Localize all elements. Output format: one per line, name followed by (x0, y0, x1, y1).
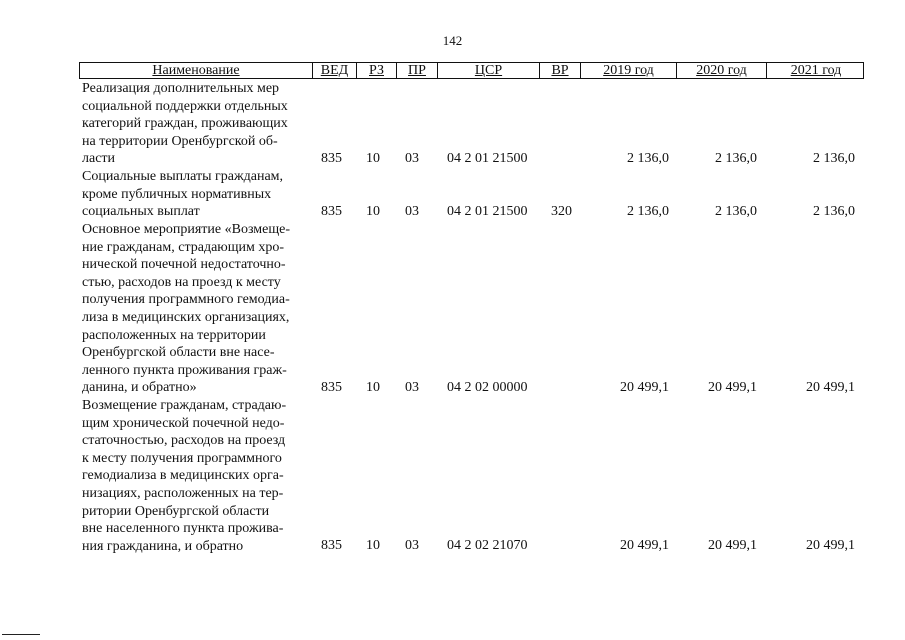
cell-2019: 2 136,0 (627, 204, 669, 220)
cell-2020: 2 136,0 (715, 204, 757, 220)
cell-ved: 835 (321, 204, 342, 220)
cell-rz: 10 (366, 380, 380, 396)
cell-2019: 20 499,1 (620, 538, 669, 554)
cell-pr: 03 (405, 151, 419, 167)
header-2021: 2021 год (766, 63, 865, 78)
cell-rz: 10 (366, 151, 380, 167)
cell-2020: 2 136,0 (715, 151, 757, 167)
cell-pr: 03 (405, 538, 419, 554)
cell-pr: 03 (405, 380, 419, 396)
cell-2021: 20 499,1 (806, 538, 855, 554)
cell-pr: 03 (405, 204, 419, 220)
row-name: Социальные выплаты гражданам, кроме публичных нормативных социальных выплат (82, 169, 284, 220)
row-name: Основное мероприятие «Возмеще- ние гражданам, страдающим хро- нической почечной недостаточно- стью, расходов на проезд к месту получения программного гемодиа- лиза в медицинских организациях, расположенных на территории Оренбургской области вне насе- ленного пункта проживания граж- данина, и обратно» (82, 222, 291, 396)
cell-rz: 10 (366, 204, 380, 220)
row-name: Возмещение гражданам, страдаю- щим хронической почечной недо- статочностью, расходов на проезд к месту получения программного гемодиализа в медицинских орга- низациях, расположенных на тер- ритории Оренбургской области вне населенного пункта прожива- ния гражданина, и обратно (82, 398, 287, 554)
cell-2020: 20 499,1 (708, 380, 757, 396)
header-2020: 2020 год (676, 63, 766, 78)
cell-2021: 2 136,0 (813, 151, 855, 167)
cell-2021: 20 499,1 (806, 380, 855, 396)
cell-csr: 04 2 02 21070 (447, 538, 528, 554)
header-rz: РЗ (356, 63, 396, 78)
cell-csr: 04 2 01 21500 (447, 151, 528, 167)
cell-ved: 835 (321, 538, 342, 554)
bottom-rule (2, 634, 40, 635)
cell-csr: 04 2 02 00000 (447, 380, 528, 396)
cell-2019: 2 136,0 (627, 151, 669, 167)
table-header (79, 62, 864, 79)
header-pr: ПР (396, 63, 437, 78)
table-row (0, 80, 905, 168)
header-csr: ЦСР (437, 63, 539, 78)
cell-vr: 320 (551, 204, 572, 220)
table-row (0, 397, 905, 555)
cell-csr: 04 2 01 21500 (447, 204, 528, 220)
header-2019: 2019 год (580, 63, 676, 78)
row-name: Реализация дополнительных мер социальной поддержки отдельных категорий граждан, проживающих на территории Оренбургской об- ласти (82, 81, 288, 167)
table-row (0, 168, 905, 221)
cell-2020: 20 499,1 (708, 538, 757, 554)
header-vr: ВР (539, 63, 580, 78)
header-ved: ВЕД (312, 63, 356, 78)
page-number: 142 (442, 33, 463, 48)
table-row (0, 221, 905, 397)
cell-2021: 2 136,0 (813, 204, 855, 220)
cell-2019: 20 499,1 (620, 380, 669, 396)
cell-ved: 835 (321, 380, 342, 396)
header-name: Наименование (152, 63, 240, 78)
cell-ved: 835 (321, 151, 342, 167)
cell-rz: 10 (366, 538, 380, 554)
